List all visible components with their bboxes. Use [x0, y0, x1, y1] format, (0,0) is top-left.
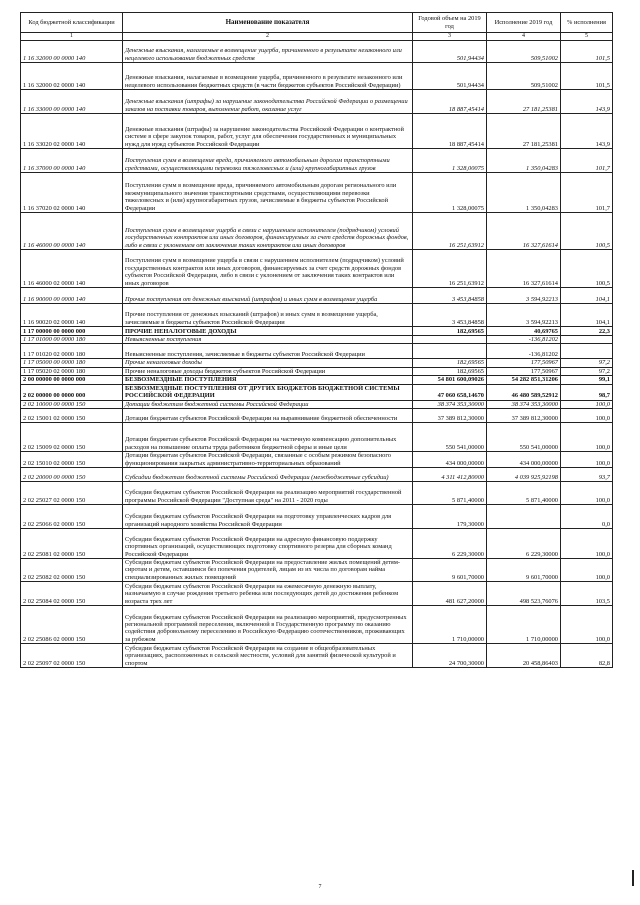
row-code-cell: 1 16 32000 02 0000 140 — [21, 63, 123, 90]
edge-mark — [632, 870, 634, 886]
column-index: 3 — [413, 33, 487, 41]
row-name-cell: Поступления сумм в возмещение вреда, причиняемого автомобильным дорогам регионального или межмуниципального значения транспортными средствами, осуществляющими перевозки тяжеловесных и (или) крупногабаритных грузов, зачисляемые в бюджеты субъектов Российской Федерации — [123, 173, 413, 213]
row-plan-cell: 18 887,45414 — [413, 114, 487, 149]
row-exec-cell: 434 000,00000 — [487, 452, 561, 468]
row-exec-cell: 27 181,25381 — [487, 90, 561, 114]
row-pct-cell: 22,3 — [561, 327, 613, 336]
table-row — [21, 90, 613, 114]
row-name-cell: Прочие неналоговые доходы бюджетов субъектов Российской Федерации — [123, 367, 413, 375]
page-number: 7 — [318, 884, 322, 890]
row-pct-cell: 100,0 — [561, 400, 613, 408]
row-pct-cell: 100,5 — [561, 250, 613, 288]
row-exec-cell: 498 523,76076 — [487, 582, 561, 606]
table-row — [21, 41, 613, 63]
column-index-row — [21, 33, 613, 41]
row-plan-cell: 501,94434 — [413, 41, 487, 63]
table-row — [21, 304, 613, 327]
report-page — [20, 12, 612, 668]
table-row — [21, 559, 613, 582]
row-name-cell: Дотации бюджетам субъектов Российской Федерации, связанные с особым режимом безопасного функционирования закрытых административно-территориальных образований — [123, 452, 413, 468]
row-name-cell: Невыясненные поступления — [123, 336, 413, 344]
row-name-cell: Прочие поступления от денежных взысканий (штрафов) и иных сумм в возмещение ущерба, зачисляемые в бюджеты субъектов Российской Федерации — [123, 304, 413, 327]
row-exec-cell: 3 594,92213 — [487, 304, 561, 327]
row-name-cell: Субсидии бюджетам субъектов Российской Федерации на подготовку управленческих кадров для организаций народного хозяйства Российской Федерации — [123, 505, 413, 529]
table-row — [21, 367, 613, 375]
table-row — [21, 384, 613, 400]
row-exec-cell: 550 541,00000 — [487, 423, 561, 452]
row-name-cell: Субсидии бюджетам субъектов Российской Федерации на создание в общеобразовательных организациях, расположенных в сельской местности, условий для занятий физической культурой и спортом — [123, 644, 413, 668]
row-plan-cell: 501,94434 — [413, 63, 487, 90]
row-code-cell: 1 17 05000 00 0000 180 — [21, 359, 123, 367]
row-pct-cell: 101,5 — [561, 41, 613, 63]
row-exec-cell: 9 601,70000 — [487, 559, 561, 582]
row-name-cell: Субсидии бюджетам бюджетной системы Российской Федерации (межбюджетные субсидии) — [123, 468, 413, 482]
table-row — [21, 482, 613, 505]
table-row — [21, 606, 613, 644]
row-name-cell: Дотации бюджетам субъектов Российской Федерации на выравнивание бюджетной обеспеченности — [123, 409, 413, 423]
row-exec-cell: 509,51002 — [487, 41, 561, 63]
row-plan-cell: 24 700,30000 — [413, 644, 487, 668]
row-code-cell: 1 16 37000 00 0000 140 — [21, 149, 123, 173]
row-code-cell: 2 00 00000 00 0000 000 — [21, 376, 123, 384]
table-row — [21, 63, 613, 90]
row-pct-cell: 104,1 — [561, 288, 613, 304]
column-index: 4 — [487, 33, 561, 41]
row-plan-cell: 54 801 600,09026 — [413, 376, 487, 384]
row-exec-cell: 16 327,61614 — [487, 213, 561, 250]
table-row — [21, 213, 613, 250]
row-pct-cell: 98,7 — [561, 384, 613, 400]
table-row — [21, 344, 613, 359]
table-row — [21, 327, 613, 336]
row-name-cell: Прочие неналоговые доходы — [123, 359, 413, 367]
row-plan-cell: 550 541,00000 — [413, 423, 487, 452]
table-row — [21, 452, 613, 468]
row-exec-cell: 40,69765 — [487, 327, 561, 336]
table-row — [21, 114, 613, 149]
row-code-cell: 1 16 46000 00 0000 140 — [21, 213, 123, 250]
row-exec-cell: 1 350,04283 — [487, 149, 561, 173]
row-pct-cell: 101,7 — [561, 173, 613, 213]
row-pct-cell: 101,7 — [561, 149, 613, 173]
row-pct-cell: 103,5 — [561, 582, 613, 606]
row-plan-cell — [413, 336, 487, 344]
row-exec-cell: 27 181,25381 — [487, 114, 561, 149]
table-row — [21, 359, 613, 367]
row-name-cell: Субсидии бюджетам субъектов Российской Федерации на адресную финансовую поддержку спортивных организаций, осуществляющих подготовку спортивного резерва для сборных команд Российской Федерации — [123, 529, 413, 559]
row-pct-cell: 101,5 — [561, 63, 613, 90]
row-plan-cell: 18 887,45414 — [413, 90, 487, 114]
row-pct-cell: 100,0 — [561, 529, 613, 559]
table-row — [21, 288, 613, 304]
row-pct-cell: 100,0 — [561, 606, 613, 644]
row-exec-cell — [487, 505, 561, 529]
row-plan-cell: 16 251,63912 — [413, 250, 487, 288]
row-name-cell: Субсидии бюджетам субъектов Российской Федерации на ежемесячную денежную выплату, назначаемую в случае рождения третьего ребенка или последующих детей до достижения ребенком возраста трех лет — [123, 582, 413, 606]
row-code-cell: 2 02 25086 02 0000 150 — [21, 606, 123, 644]
row-name-cell: Дотации бюджетам субъектов Российской Федерации на частичную компенсацию дополнительных расходов на повышение оплаты труда работников бюджетной сферы и иные цели — [123, 423, 413, 452]
table-row — [21, 423, 613, 452]
row-name-cell: Денежные взыскания, налагаемые в возмещение ущерба, причиненного в результате незаконного или нецелевого использования бюджетных средств — [123, 41, 413, 63]
row-exec-cell: 37 389 812,30000 — [487, 409, 561, 423]
row-name-cell: Прочие поступления от денежных взысканий (штрафов) и иных сумм в возмещение ущерба — [123, 288, 413, 304]
row-plan-cell: 37 389 812,30000 — [413, 409, 487, 423]
row-name-cell: Денежные взыскания (штрафы) за нарушение законодательства Российской Федерации о размещении заказов на поставки товаров, выполнение работ, оказание услуг — [123, 90, 413, 114]
row-exec-cell: 1 710,00000 — [487, 606, 561, 644]
revenue-table — [20, 12, 613, 668]
table-row — [21, 376, 613, 384]
row-exec-cell: 54 282 851,31206 — [487, 376, 561, 384]
row-pct-cell: 82,8 — [561, 644, 613, 668]
row-plan-cell: 6 229,30000 — [413, 529, 487, 559]
table-row — [21, 250, 613, 288]
row-exec-cell: 16 327,61614 — [487, 250, 561, 288]
row-pct-cell — [561, 336, 613, 344]
row-code-cell: 1 16 37020 02 0000 140 — [21, 173, 123, 213]
table-row — [21, 409, 613, 423]
row-name-cell: Невыясненные поступления, зачисляемые в бюджеты субъектов Российской Федерации — [123, 344, 413, 359]
row-pct-cell: 0,0 — [561, 505, 613, 529]
row-code-cell: 2 02 25066 02 0000 150 — [21, 505, 123, 529]
row-code-cell: 2 02 00000 00 0000 000 — [21, 384, 123, 400]
table-row — [21, 529, 613, 559]
row-plan-cell: 3 453,84858 — [413, 288, 487, 304]
row-exec-cell: 6 229,30000 — [487, 529, 561, 559]
table-body — [21, 41, 613, 668]
row-pct-cell: 143,9 — [561, 114, 613, 149]
row-name-cell: Субсидии бюджетам субъектов Российской Федерации на предоставление жилых помещений детям-сиротам и детям, оставшимся без попечения родителей, лицам из их числа по договорам найма специализированных жилых помещений — [123, 559, 413, 582]
row-plan-cell: 182,69565 — [413, 359, 487, 367]
table-row — [21, 336, 613, 344]
table-row — [21, 468, 613, 482]
row-exec-cell: 38 374 353,30000 — [487, 400, 561, 408]
row-plan-cell: 3 453,84858 — [413, 304, 487, 327]
table-row — [21, 400, 613, 408]
row-exec-cell: -136,81202 — [487, 344, 561, 359]
row-exec-cell: 1 350,04283 — [487, 173, 561, 213]
table-row — [21, 582, 613, 606]
exec-column-header: Исполнение 2019 год — [487, 13, 561, 33]
row-code-cell: 2 02 25097 02 0000 150 — [21, 644, 123, 668]
row-code-cell: 2 02 25082 02 0000 150 — [21, 559, 123, 582]
table-row — [21, 644, 613, 668]
row-code-cell: 1 17 01020 02 0000 180 — [21, 344, 123, 359]
row-code-cell: 1 16 32000 00 0000 140 — [21, 41, 123, 63]
row-pct-cell: 100,0 — [561, 559, 613, 582]
row-pct-cell: 104,1 — [561, 304, 613, 327]
row-code-cell: 2 02 15009 02 0000 150 — [21, 423, 123, 452]
row-name-cell: Субсидии бюджетам субъектов Российской Федерации на реализацию мероприятий государственной программы Российской Федерации "Доступная среда" на 2011 - 2020 годы — [123, 482, 413, 505]
name-column-header: Наименование показателя — [123, 13, 413, 33]
row-name-cell: БЕЗВОЗМЕЗДНЫЕ ПОСТУПЛЕНИЯ — [123, 376, 413, 384]
row-code-cell: 1 17 00000 00 0000 000 — [21, 327, 123, 336]
row-pct-cell — [561, 344, 613, 359]
table-row — [21, 505, 613, 529]
row-plan-cell: 47 060 658,14670 — [413, 384, 487, 400]
row-plan-cell: 434 000,00000 — [413, 452, 487, 468]
row-code-cell: 2 02 10000 00 0000 150 — [21, 400, 123, 408]
row-exec-cell: -136,81202 — [487, 336, 561, 344]
row-plan-cell: 481 627,20000 — [413, 582, 487, 606]
row-code-cell: 1 16 90000 00 0000 140 — [21, 288, 123, 304]
row-code-cell: 1 17 01000 00 0000 180 — [21, 336, 123, 344]
row-name-cell: Поступления сумм в возмещение вреда, причиняемого автомобильным дорогам транспортными средствами, осуществляющими перевозки тяжеловесных и (или) крупногабаритных грузов — [123, 149, 413, 173]
row-code-cell: 1 16 46000 02 0000 140 — [21, 250, 123, 288]
row-plan-cell — [413, 344, 487, 359]
row-plan-cell: 4 311 412,80000 — [413, 468, 487, 482]
row-plan-cell: 1 328,00075 — [413, 173, 487, 213]
row-pct-cell: 100,0 — [561, 423, 613, 452]
row-plan-cell: 16 251,63912 — [413, 213, 487, 250]
column-index: 5 — [561, 33, 613, 41]
row-code-cell: 1 16 33020 02 0000 140 — [21, 114, 123, 149]
row-exec-cell: 46 480 589,52912 — [487, 384, 561, 400]
row-code-cell: 2 02 15010 02 0000 150 — [21, 452, 123, 468]
row-plan-cell: 9 601,70000 — [413, 559, 487, 582]
table-row — [21, 149, 613, 173]
row-plan-cell: 182,69565 — [413, 327, 487, 336]
row-pct-cell: 100,0 — [561, 452, 613, 468]
row-pct-cell: 97,2 — [561, 359, 613, 367]
row-name-cell: Денежные взыскания (штрафы) за нарушение законодательства Российской Федерации о контрактной системе в сфере закупок товаров, работ, услуг для обеспечения государственных и муниципальных нужд для нужд субъектов Российской Федерации — [123, 114, 413, 149]
row-plan-cell: 38 374 353,30000 — [413, 400, 487, 408]
row-plan-cell: 5 871,40000 — [413, 482, 487, 505]
row-name-cell: Субсидии бюджетам субъектов Российской Федерации на реализацию мероприятий, предусмотренных региональной программой переселения, включенной в Государственную программу по оказанию содействия добровольному переселению в Российскую Федерацию соотечественников, проживающих за рубежом — [123, 606, 413, 644]
row-exec-cell: 20 458,86403 — [487, 644, 561, 668]
row-exec-cell: 177,50967 — [487, 367, 561, 375]
row-plan-cell: 182,69565 — [413, 367, 487, 375]
row-code-cell: 2 02 20000 00 0000 150 — [21, 468, 123, 482]
row-exec-cell: 4 039 925,92198 — [487, 468, 561, 482]
row-code-cell: 1 17 05020 02 0000 180 — [21, 367, 123, 375]
code-column-header: Код бюджетной классификации — [21, 13, 123, 33]
column-index: 2 — [123, 33, 413, 41]
row-name-cell: Поступления сумм в возмещение ущерба в связи с нарушением исполнителем (подрядчиком) условий государственных контрактов или иных договоров, финансируемых за счет средств дорожных фондов субъектов Российской Федерации, либо в связи с уклонением от заключения таких контрактов или иных договоров — [123, 250, 413, 288]
row-name-cell: ПРОЧИЕ НЕНАЛОГОВЫЕ ДОХОДЫ — [123, 327, 413, 336]
row-pct-cell: 143,9 — [561, 90, 613, 114]
row-pct-cell: 100,0 — [561, 482, 613, 505]
row-name-cell: БЕЗВОЗМЕЗДНЫЕ ПОСТУПЛЕНИЯ ОТ ДРУГИХ БЮДЖЕТОВ БЮДЖЕТНОЙ СИСТЕМЫ РОССИЙСКОЙ ФЕДЕРАЦИИ — [123, 384, 413, 400]
plan-column-header: Годовой объем на 2019 год — [413, 13, 487, 33]
table-row — [21, 173, 613, 213]
row-pct-cell: 93,7 — [561, 468, 613, 482]
pct-column-header: % исполнения — [561, 13, 613, 33]
row-name-cell: Денежные взыскания, налагаемые в возмещение ущерба, причиненного в результате незаконного или нецелевого использования бюджетных средств (в части бюджетов субъектов Российской Федерации) — [123, 63, 413, 90]
row-code-cell: 2 02 25081 02 0000 150 — [21, 529, 123, 559]
row-code-cell: 2 02 25084 02 0000 150 — [21, 582, 123, 606]
row-plan-cell: 179,30000 — [413, 505, 487, 529]
row-plan-cell: 1 328,00075 — [413, 149, 487, 173]
row-exec-cell: 177,50967 — [487, 359, 561, 367]
row-code-cell: 2 02 25027 02 0000 150 — [21, 482, 123, 505]
header-row — [21, 13, 613, 33]
row-plan-cell: 1 710,00000 — [413, 606, 487, 644]
row-exec-cell: 509,51002 — [487, 63, 561, 90]
row-pct-cell: 100,0 — [561, 409, 613, 423]
row-code-cell: 1 16 90020 02 0000 140 — [21, 304, 123, 327]
row-exec-cell: 5 871,40000 — [487, 482, 561, 505]
row-code-cell: 2 02 15001 02 0000 150 — [21, 409, 123, 423]
row-name-cell: Поступления сумм в возмещение ущерба в связи с нарушением исполнителем (подрядчиком) условий государственных контрактов или иных договоров, финансируемых за счет средств дорожных фондов, либо в связи с уклонением от заключения таких контрактов или иных договоров — [123, 213, 413, 250]
row-pct-cell: 100,5 — [561, 213, 613, 250]
row-exec-cell: 3 594,92213 — [487, 288, 561, 304]
row-name-cell: Дотации бюджетам бюджетной системы Российской Федерации — [123, 400, 413, 408]
row-pct-cell: 99,1 — [561, 376, 613, 384]
row-pct-cell: 97,2 — [561, 367, 613, 375]
row-code-cell: 1 16 33000 00 0000 140 — [21, 90, 123, 114]
column-index: 1 — [21, 33, 123, 41]
